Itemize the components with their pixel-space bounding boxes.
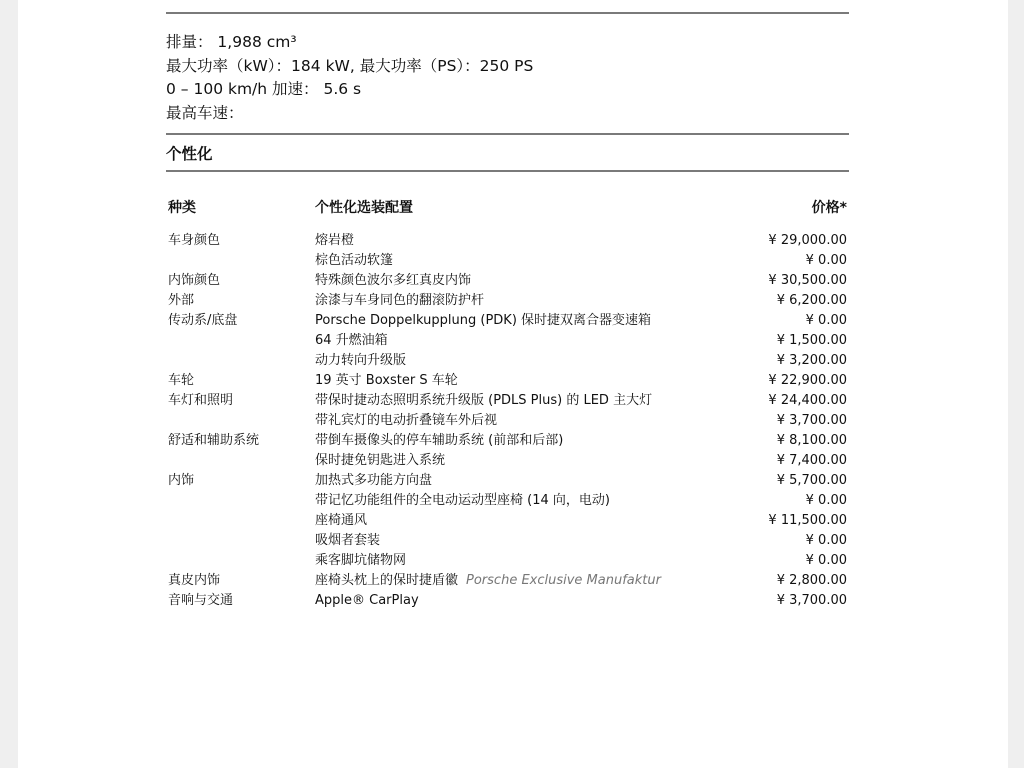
row-category: 车身颜色 xyxy=(168,233,221,248)
row-option: Porsche Doppelkupplung (PDK) 保时捷双离合器变速箱 xyxy=(315,313,652,328)
table-row xyxy=(166,491,849,511)
row-option: 乘客脚坑储物网 xyxy=(315,553,407,568)
row-price: ¥ 3,700.00 xyxy=(776,593,847,608)
row-price: ¥ 0.00 xyxy=(805,533,847,548)
row-option: 涂漆与车身同色的翻滚防护杆 xyxy=(315,293,485,308)
spec-acceleration: 0 – 100 km/h 加速： 5.6 s xyxy=(166,80,362,98)
row-price: ¥ 2,800.00 xyxy=(776,573,847,588)
table-header xyxy=(166,197,849,217)
row-option: 座椅通风 xyxy=(315,513,368,528)
table-row xyxy=(166,431,849,451)
table-row xyxy=(166,551,849,571)
header-category: 种类 xyxy=(168,200,196,216)
row-price: ¥ 6,200.00 xyxy=(776,293,847,308)
row-category: 内饰颜色 xyxy=(168,273,221,288)
row-price: ¥ 0.00 xyxy=(805,493,847,508)
document-content xyxy=(166,0,849,611)
table-row xyxy=(166,511,849,531)
options-table xyxy=(166,231,849,611)
row-price: ¥ 5,700.00 xyxy=(776,473,847,488)
table-row xyxy=(166,451,849,471)
row-category: 内饰 xyxy=(168,473,195,488)
row-price: ¥ 8,100.00 xyxy=(776,433,847,448)
row-category: 车灯和照明 xyxy=(168,393,234,408)
row-price: ¥ 22,900.00 xyxy=(768,373,847,388)
row-option: 吸烟者套装 xyxy=(315,533,381,548)
row-price: ¥ 0.00 xyxy=(805,553,847,568)
row-option: Apple® CarPlay xyxy=(315,593,419,608)
row-option: 带礼宾灯的电动折叠镜车外后视 xyxy=(315,413,498,428)
table-row xyxy=(166,471,849,491)
row-option: 19 英寸 Boxster S 车轮 xyxy=(315,373,458,388)
row-option: 保时捷免钥匙进入系统 xyxy=(315,453,446,468)
table-row xyxy=(166,591,849,611)
row-option: 带记忆功能组件的全电动运动型座椅 (14 向，电动) xyxy=(315,493,610,508)
table-row xyxy=(166,571,849,591)
table-row xyxy=(166,291,849,311)
row-note: Porsche Exclusive Manufaktur xyxy=(466,573,661,588)
row-option: 特殊颜色波尔多红真皮内饰 xyxy=(315,273,472,288)
table-row xyxy=(166,531,849,551)
row-option: 动力转向升级版 xyxy=(315,353,407,368)
row-category: 传动系/底盘 xyxy=(168,313,238,328)
row-option: 带倒车摄像头的停车辅助系统 (前部和后部) xyxy=(315,433,564,448)
row-price: ¥ 24,400.00 xyxy=(768,393,847,408)
row-option: 棕色活动软篷 xyxy=(315,253,394,268)
table-row xyxy=(166,391,849,411)
row-price: ¥ 7,400.00 xyxy=(776,453,847,468)
spec-displacement: 排量： 1,988 cm³ xyxy=(166,33,297,51)
section-title: 个性化 xyxy=(166,145,213,163)
row-price: ¥ 30,500.00 xyxy=(768,273,847,288)
table-row xyxy=(166,371,849,391)
table-row xyxy=(166,411,849,431)
spec-power: 最大功率（kW）：184 kW, 最大功率（PS）：250 PS xyxy=(166,56,534,75)
table-row xyxy=(166,311,849,331)
row-category: 舒适和辅助系统 xyxy=(168,433,260,448)
table-row xyxy=(166,251,849,271)
row-price: ¥ 11,500.00 xyxy=(768,513,847,528)
row-option: 座椅头枕上的保时捷盾徽 Porsche Exclusive Manufaktur xyxy=(315,573,661,588)
row-price: ¥ 0.00 xyxy=(805,313,847,328)
table-row xyxy=(166,271,849,291)
row-option: 带保时捷动态照明系统升级版 (PDLS Plus) 的 LED 主大灯 xyxy=(315,393,653,408)
row-price: ¥ 29,000.00 xyxy=(768,233,847,248)
row-option: 加热式多功能方向盘 xyxy=(315,473,433,488)
row-category: 车轮 xyxy=(168,373,195,388)
header-option: 个性化选装配置 xyxy=(315,200,413,216)
document-page xyxy=(18,0,1008,768)
row-price: ¥ 3,200.00 xyxy=(776,353,847,368)
spec-top-speed: 最高车速： xyxy=(166,103,244,122)
row-option: 64 升燃油箱 xyxy=(315,333,388,348)
row-category: 外部 xyxy=(168,293,195,308)
header-price: 价格* xyxy=(811,200,847,216)
table-row xyxy=(166,351,849,371)
row-category: 真皮内饰 xyxy=(168,573,221,588)
section-divider-bottom xyxy=(166,170,849,172)
specs-block xyxy=(166,14,849,133)
row-price: ¥ 3,700.00 xyxy=(776,413,847,428)
row-option: 熔岩橙 xyxy=(315,233,355,248)
row-price: ¥ 0.00 xyxy=(805,253,847,268)
row-price: ¥ 1,500.00 xyxy=(776,333,847,348)
table-row xyxy=(166,331,849,351)
row-category: 音响与交通 xyxy=(168,593,234,608)
table-row xyxy=(166,231,849,251)
